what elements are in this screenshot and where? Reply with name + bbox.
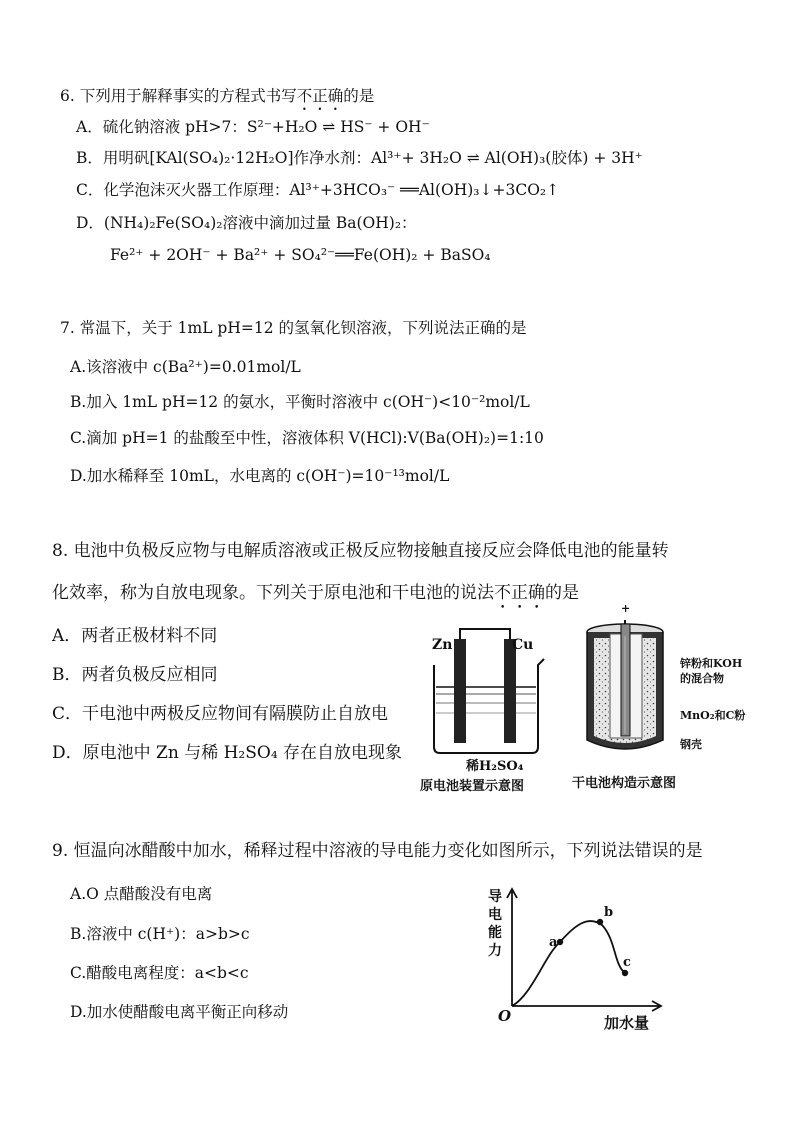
q6-option-a: A．硫化钠溶液 pH>7：S²⁻+H₂O ⇌ HS⁻ + OH⁻ — [76, 118, 430, 136]
q8-stem-text: 化效率，称为自放电现象。下列关于原电池和干电池的说法 — [52, 583, 494, 603]
graph-point-c-label: c — [623, 955, 631, 970]
dry-cell-caption: 干电池构造示意图 — [572, 776, 677, 791]
galvanic-cell-caption: 原电池装置示意图 — [420, 779, 525, 794]
q8-stem-line2 — [52, 583, 579, 613]
graph-y-label-char-4: 力 — [488, 943, 502, 959]
zn-electrode-label: Zn — [432, 637, 453, 653]
point-c-marker — [622, 970, 628, 976]
graph-point-b-label: b — [604, 905, 614, 920]
q6-option-c: C．化学泡沫灭火器工作原理：Al³⁺+3HCO₃⁻ ══Al(OH)₃↓+3CO₂↑ — [76, 181, 560, 199]
q6-stem-text: 6. 下列用于解释事实的方程式书写 — [60, 87, 297, 105]
point-b-marker — [597, 919, 603, 925]
q6-option-b: B．用明矾[KAl(SO₄)₂·12H₂O]作净水剂：Al³⁺+ 3H₂O ⇌ Al(OH)₃(胶体) + 3H⁺ — [76, 149, 643, 167]
q9-option-d: D.加水使醋酸电离平衡正向移动 — [70, 1003, 289, 1021]
positive-terminal-label: + — [621, 602, 631, 615]
graph-y-label-char-3: 能 — [488, 925, 502, 941]
dry-cell-diagram — [568, 602, 778, 792]
q7-option-d: D.加水稀释至 10mL，水电离的 c(OH⁻)=10⁻¹³mol/L — [70, 467, 450, 485]
q7-option-c: C.滴加 pH=1 的盐酸至中性，溶液体积 V(HCl):V(Ba(OH)₂)=1:10 — [70, 429, 544, 447]
q6-option-d: D．(NH₄)₂Fe(SO₄)₂溶液中滴加过量 Ba(OH)₂： — [76, 214, 417, 232]
graph-y-label-char-1: 导 — [488, 889, 502, 905]
q6-stem-end: 的是 — [343, 87, 375, 105]
q6-stem-emphasis: 不正确 — [296, 87, 344, 105]
graph-y-label-char-2: 电 — [488, 907, 502, 923]
zinc-koh-label-line2: 的混合物 — [680, 672, 724, 685]
graph-point-a-label: a — [549, 935, 558, 950]
mno2-label: MnO₂和C粉 — [680, 709, 746, 722]
q9-option-a: A.O 点醋酸没有电离 — [70, 885, 213, 903]
cu-electrode-label: Cu — [512, 637, 534, 653]
graph-y-axis-label — [488, 888, 504, 960]
dry-cell-drawing — [568, 612, 678, 772]
q8-option-c: C．干电池中两极反应物间有隔膜防止自放电 — [52, 704, 389, 724]
graph-origin-label: O — [498, 1007, 512, 1025]
q6-stem — [60, 86, 374, 114]
q8-stem-emphasis: 不正确 — [494, 583, 545, 603]
q7-stem: 7. 常温下，关于 1mL pH=12 的氢氧化钡溶液，下列说法正确的是 — [60, 319, 527, 337]
zinc-koh-label-line1: 锌粉和KOH — [680, 657, 743, 670]
q9-stem: 9. 恒温向冰醋酸中加水，稀释过程中溶液的导电能力变化如图所示，下列说法错误的是 — [52, 841, 703, 861]
graph-x-axis-label: 加水量 — [604, 1014, 650, 1032]
q7-option-b: B.加入 1mL pH=12 的氨水，平衡时溶液中 c(OH⁻)<10⁻²mol/L — [70, 393, 530, 411]
q6-option-d-equation: Fe²⁺ + 2OH⁻ + Ba²⁺ + SO₄²⁻══Fe(OH)₂ + BaSO₄ — [110, 246, 491, 264]
q8-option-b: B．两者负极反应相同 — [52, 665, 218, 685]
q8-option-d: D．原电池中 Zn 与稀 H₂SO₄ 存在自放电现象 — [52, 743, 403, 763]
q7-option-a: A.该溶液中 c(Ba²⁺)=0.01mol/L — [70, 358, 301, 376]
galvanic-cell-diagram — [420, 615, 570, 795]
point-a-marker — [557, 939, 563, 945]
electrolyte-label: 稀H₂SO₄ — [466, 759, 524, 774]
q9-option-c: C.醋酸电离程度：a<b<c — [70, 964, 249, 982]
q8-option-a: A．两者正极材料不同 — [52, 626, 218, 646]
conductivity-graph — [480, 885, 680, 1035]
q9-option-b: B.溶液中 c(H⁺)：a>b>c — [70, 925, 250, 943]
q8-stem-end: 的是 — [545, 583, 579, 603]
q8-stem-line1: 8. 电池中负极反应物与电解质溶液或正极反应物接触直接反应会降低电池的能量转 — [52, 541, 669, 561]
steel-shell-label: 钢壳 — [680, 738, 702, 751]
